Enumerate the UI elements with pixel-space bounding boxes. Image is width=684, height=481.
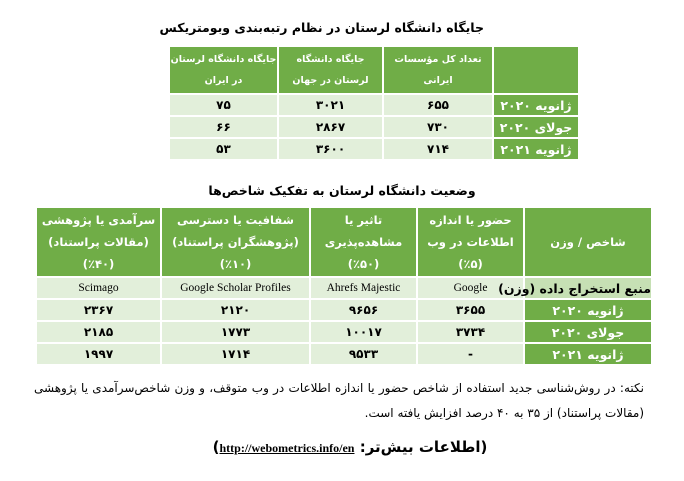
source-row (36, 277, 652, 299)
row-label: جولای ۲۰۲۰ (493, 116, 579, 138)
header-world-rank: جایگاه دانشگاه لرستان در جهان (278, 46, 383, 94)
row-label: جولای ۲۰۲۰ (524, 321, 652, 343)
presence-cell: ۳۶۵۵ (417, 299, 524, 321)
impact-cell: ۹۵۳۳ (310, 343, 417, 365)
table-row (169, 94, 579, 116)
openness-cell: ۲۱۲۰ (161, 299, 310, 321)
source-openness: Google Scholar Profiles (161, 277, 310, 299)
header-presence: حضور یا اندازه اطلاعات در وب (۵٪) (417, 207, 524, 277)
header-openness: شفافیت یا دسترسی (پژوهشگران پراستناد) (۱۰٪) (161, 207, 310, 277)
source-excellence: Scimago (36, 277, 161, 299)
indicators-table (35, 206, 653, 366)
header-blank (493, 46, 579, 94)
world-rank-cell: ۳۶۰۰ (278, 138, 383, 160)
world-rank-cell: ۲۸۶۷ (278, 116, 383, 138)
table-row (36, 321, 652, 343)
impact-cell: ۹۶۵۶ (310, 299, 417, 321)
openness-cell: ۱۷۱۴ (161, 343, 310, 365)
table-header-row (36, 207, 652, 277)
excellence-cell: ۱۹۹۷ (36, 343, 161, 365)
excellence-cell: ۲۱۸۵ (36, 321, 161, 343)
iran-rank-cell: ۶۶ (169, 116, 278, 138)
header-iran-rank: جایگاه دانشگاه لرستان در ایران (169, 46, 278, 94)
methodology-note: نکته: در روش‌شناسی جدید استفاده از شاخص حضور یا اندازه اطلاعات در وب متوقف، و وزن شاخص‌سرآمدی یا پژوهشی (مقالات پراستناد) از ۳۵ به ۴۰ درصد افزایش یافته است. (34, 381, 644, 420)
total-cell: ۷۱۴ (383, 138, 493, 160)
presence-cell: - (417, 343, 524, 365)
total-cell: ۶۵۵ (383, 94, 493, 116)
row-label: ژانویه ۲۰۲۰ (493, 94, 579, 116)
table-row (36, 299, 652, 321)
header-impact: تاثیر یا مشاهده‌پذیری (۵۰٪) (310, 207, 417, 277)
table-row (169, 138, 579, 160)
more-info-close: ) (212, 438, 220, 456)
source-impact: Ahrefs Majestic (310, 277, 417, 299)
openness-cell: ۱۷۷۳ (161, 321, 310, 343)
row-label: ژانویه ۲۰۲۱ (493, 138, 579, 160)
webometrics-ranking-table (168, 45, 580, 161)
header-total-iranian: تعداد کل مؤسسات ایرانی (383, 46, 493, 94)
source-presence: Google (417, 277, 524, 299)
more-info-label: (اطلاعات بیش‌تر: (359, 438, 488, 456)
table-header-row (169, 46, 579, 94)
row-label: ژانویه ۲۰۲۰ (524, 299, 652, 321)
header-excellence: سرآمدی یا پژوهشی (مقالات پراستناد) (۴۰٪) (36, 207, 161, 277)
table-row (36, 343, 652, 365)
total-cell: ۷۳۰ (383, 116, 493, 138)
iran-rank-cell: ۷۵ (169, 94, 278, 116)
source-row-label: منبع استخراج داده (وزن) (524, 277, 652, 299)
table1-title: جایگاه دانشگاه لرستان در نظام رتبه‌بندی وبومتریکس (159, 20, 484, 35)
presence-cell: ۳۷۳۴ (417, 321, 524, 343)
excellence-cell: ۲۳۶۷ (36, 299, 161, 321)
impact-cell: ۱۰۰۱۷ (310, 321, 417, 343)
iran-rank-cell: ۵۳ (169, 138, 278, 160)
row-label: ژانویه ۲۰۲۱ (524, 343, 652, 365)
table2-title: وضعیت دانشگاه لرستان به تفکیک شاخص‌ها (208, 183, 476, 198)
header-indicator: شاخص / وزن (524, 207, 652, 277)
webometrics-link[interactable]: http://webometrics.info/en (219, 441, 355, 455)
table-row (169, 116, 579, 138)
more-info (190, 438, 510, 456)
world-rank-cell: ۳۰۲۱ (278, 94, 383, 116)
